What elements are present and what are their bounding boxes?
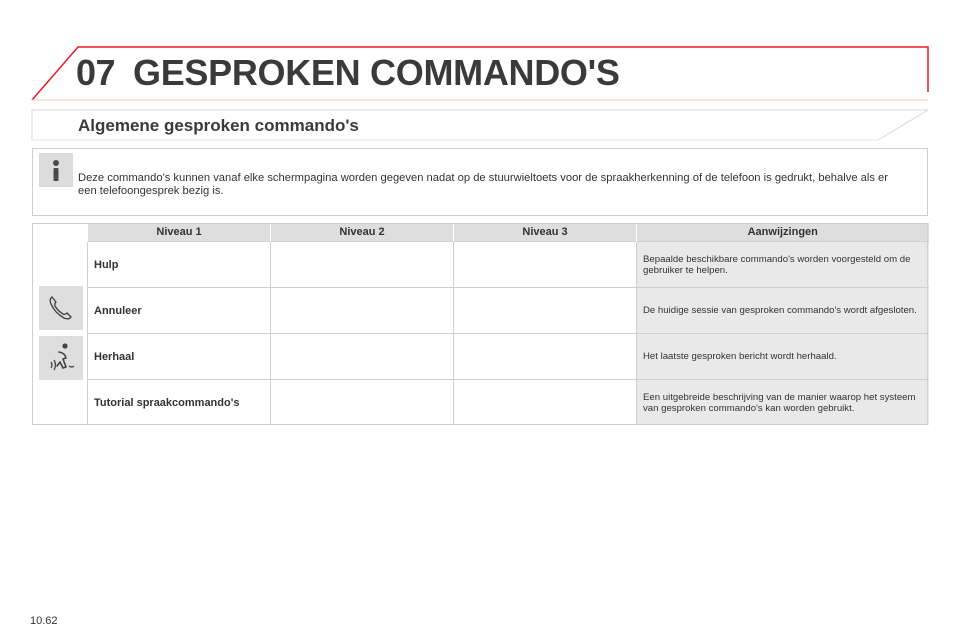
level1-cell: Tutorial spraakcommando's [88, 380, 271, 426]
note-cell: Het laatste gesproken bericht wordt herhaald. [637, 334, 929, 380]
level2-cell [271, 380, 454, 426]
commands-table [32, 223, 928, 425]
level1-cell: Herhaal [88, 334, 271, 380]
header-icon-column [33, 223, 88, 242]
level2-cell [271, 334, 454, 380]
info-icon [39, 153, 73, 187]
info-box [32, 148, 928, 216]
table-row [33, 242, 929, 288]
level1-cell: Hulp [88, 242, 271, 288]
level2-cell [271, 288, 454, 334]
icon-column [33, 242, 88, 426]
chapter-number: 07 [76, 52, 116, 93]
level3-cell [454, 334, 637, 380]
page-number: 10.62 [30, 615, 58, 627]
level3-cell [454, 242, 637, 288]
table-row [33, 334, 929, 380]
table-row [33, 288, 929, 334]
note-cell: De huidige sessie van gesproken commando's wordt afgesloten. [637, 288, 929, 334]
level3-cell [454, 380, 637, 426]
info-text: Deze commando's kunnen vanaf elke schermpagina worden gegeven nadat op de stuurwieltoets voor de spraakherkenning of de telefoon is gedrukt, behalve als er een telefoongesprek bezig is. [78, 172, 889, 197]
header-niveau-1: Niveau 1 [88, 223, 271, 242]
level2-cell [271, 242, 454, 288]
table-row [33, 380, 929, 426]
phone-icon [39, 286, 83, 330]
header-niveau-2: Niveau 2 [271, 223, 454, 242]
note-cell: Een uitgebreide beschrijving van de manier waarop het systeem van gesproken commando's kan worden gebruikt. [637, 380, 929, 426]
voice-command-icon [39, 336, 83, 380]
header-niveau-3: Niveau 3 [454, 223, 637, 242]
chapter-title: GESPROKEN COMMANDO'S [133, 52, 620, 93]
note-cell: Bepaalde beschikbare commando's worden voorgesteld om de gebruiker te helpen. [637, 242, 929, 288]
level1-cell: Annuleer [88, 288, 271, 334]
table-header-row [33, 223, 929, 242]
header-aanwijzingen: Aanwijzingen [637, 223, 929, 242]
level3-cell [454, 288, 637, 334]
section-title: Algemene gesproken commando's [78, 116, 359, 135]
